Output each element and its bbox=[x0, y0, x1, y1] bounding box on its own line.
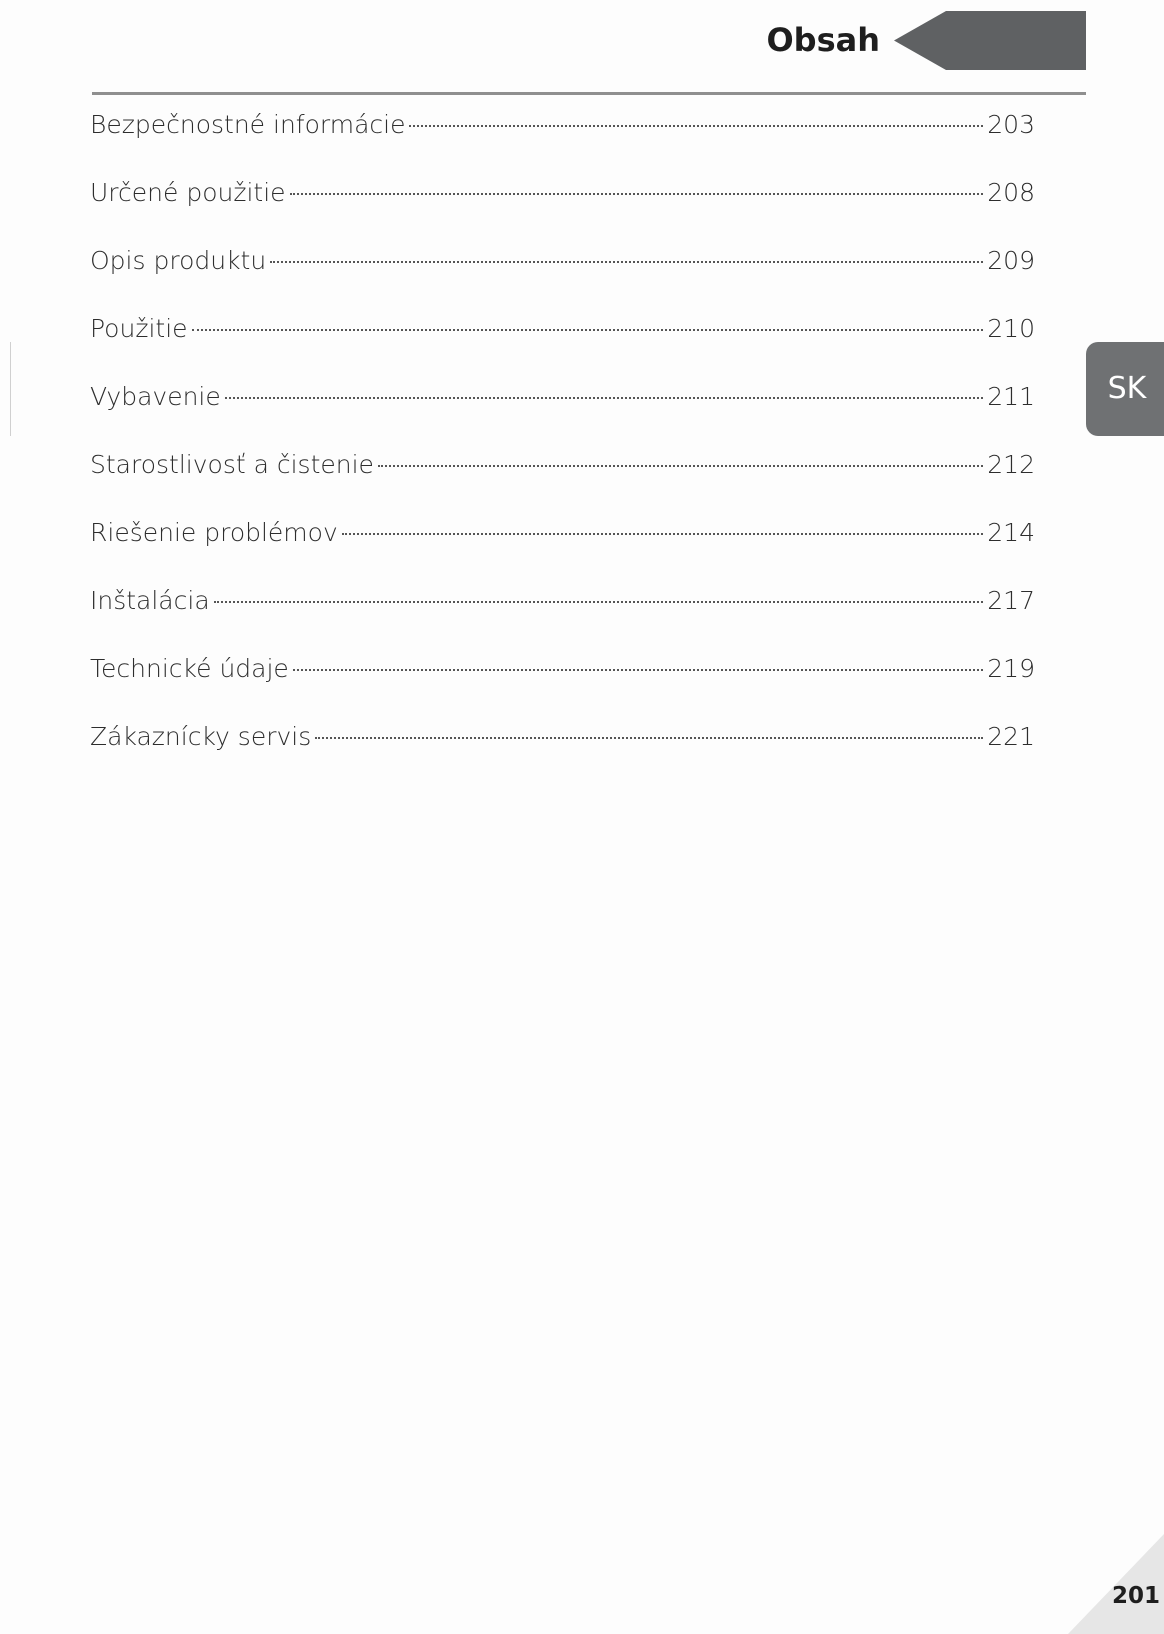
page-title: Obsah bbox=[766, 21, 880, 59]
toc-entry-label: Opis produktu bbox=[90, 246, 267, 275]
toc-entry-page: 219 bbox=[987, 654, 1035, 683]
toc-leader-dots bbox=[293, 669, 983, 671]
toc-entry-label: Inštalácia bbox=[90, 586, 210, 615]
toc-entry-label: Vybavenie bbox=[90, 382, 221, 411]
toc-entry[interactable] bbox=[90, 102, 1035, 170]
header-arrow-shape bbox=[894, 11, 1086, 70]
toc-entry[interactable] bbox=[90, 306, 1035, 374]
toc-entry-label: Určené použitie bbox=[90, 178, 286, 207]
toc-entry-page: 212 bbox=[987, 450, 1035, 479]
toc-entry[interactable] bbox=[90, 578, 1035, 646]
toc-entry[interactable] bbox=[90, 238, 1035, 306]
toc-entry-label: Starostlivosť a čistenie bbox=[90, 450, 374, 479]
toc-entry-page: 208 bbox=[987, 178, 1035, 207]
header-arrow-tab bbox=[894, 11, 1086, 70]
toc-leader-dots bbox=[315, 737, 983, 739]
toc-entry[interactable] bbox=[90, 442, 1035, 510]
language-tab-sk[interactable]: SK bbox=[1086, 342, 1164, 436]
toc-entry-label: Riešenie problémov bbox=[90, 518, 338, 547]
toc-entry-label: Technické údaje bbox=[90, 654, 289, 683]
toc-leader-dots bbox=[378, 465, 983, 467]
toc-entry[interactable] bbox=[90, 170, 1035, 238]
toc-leader-dots bbox=[225, 397, 984, 399]
toc-entry-page: 211 bbox=[987, 382, 1035, 411]
toc-entry-label: Použitie bbox=[90, 314, 188, 343]
margin-mark bbox=[10, 342, 11, 436]
toc-leader-dots bbox=[270, 261, 983, 263]
toc-entry[interactable] bbox=[90, 510, 1035, 578]
toc-entry-label: Bezpečnostné informácie bbox=[90, 110, 406, 139]
toc-leader-dots bbox=[290, 193, 984, 195]
toc-leader-dots bbox=[409, 125, 983, 127]
toc-leader-dots bbox=[342, 533, 984, 535]
toc-leader-dots bbox=[192, 329, 984, 331]
header-divider bbox=[92, 92, 1086, 95]
toc-entry-page: 203 bbox=[987, 110, 1035, 139]
table-of-contents bbox=[90, 102, 1035, 782]
toc-entry-page: 209 bbox=[987, 246, 1035, 275]
page-number: 201 bbox=[1111, 1583, 1160, 1609]
toc-entry[interactable] bbox=[90, 374, 1035, 442]
toc-leader-dots bbox=[214, 601, 984, 603]
toc-entry-page: 221 bbox=[987, 722, 1035, 751]
toc-entry-page: 214 bbox=[987, 518, 1035, 547]
toc-entry[interactable] bbox=[90, 646, 1035, 714]
toc-entry[interactable] bbox=[90, 714, 1035, 782]
toc-entry-label: Zákaznícky servis bbox=[90, 722, 312, 751]
toc-entry-page: 217 bbox=[987, 586, 1035, 615]
toc-entry-page: 210 bbox=[987, 314, 1035, 343]
